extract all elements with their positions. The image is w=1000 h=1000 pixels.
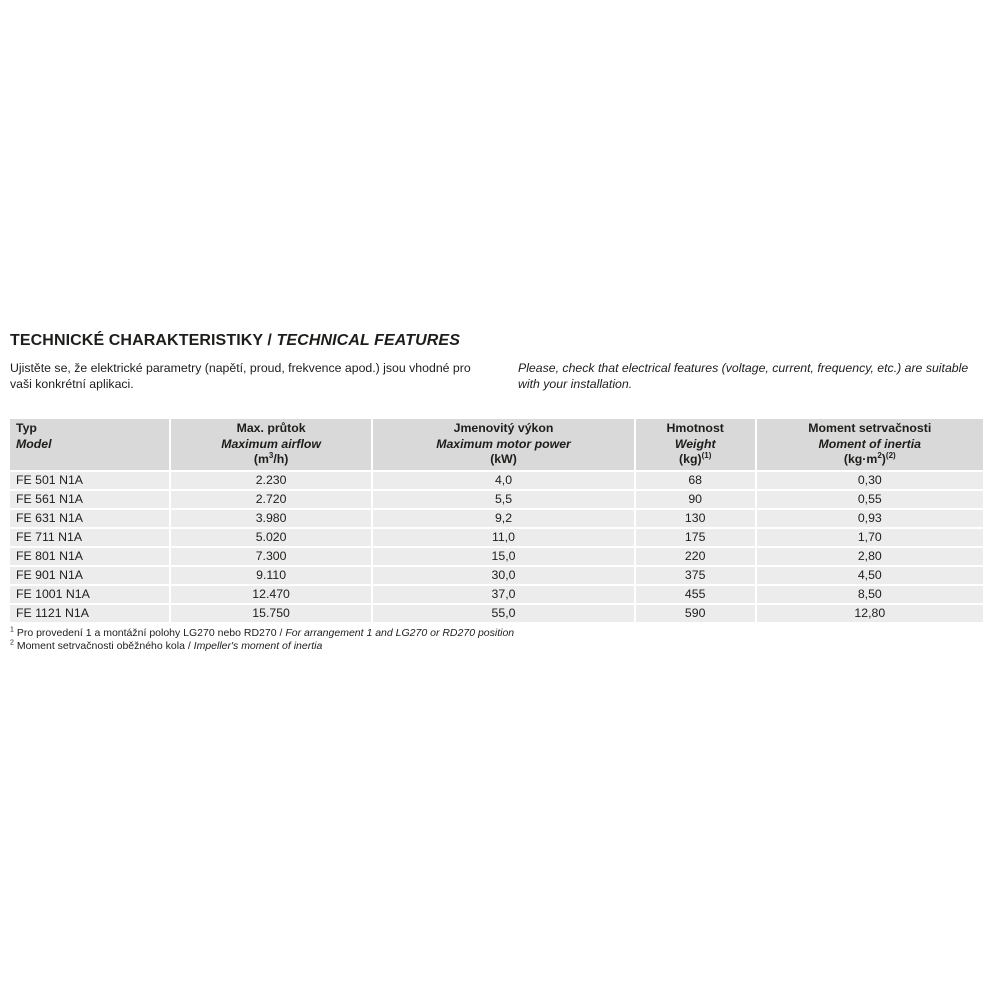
table-row — [10, 510, 983, 527]
cell-airflow: 2.720 — [171, 491, 371, 508]
unit-end: ) — [881, 452, 886, 466]
footnote-cz: Pro provedení 1 a montážní polohy LG270 nebo RD270 / — [13, 626, 286, 639]
footnote-marker: 1 — [10, 626, 14, 633]
technical-features-section — [10, 331, 985, 653]
header-weight-unit — [640, 452, 751, 468]
table-row — [10, 586, 983, 603]
footnote-en: For arrangement 1 and LG270 or RD270 position — [285, 626, 515, 639]
cell-weight: 90 — [636, 491, 755, 508]
title-en: TECHNICAL FEATURES — [276, 332, 460, 349]
header-power-unit: (kW) — [490, 452, 517, 466]
header-airflow-unit — [175, 452, 367, 468]
header-inertia-en: Moment of inertia — [818, 436, 922, 451]
intro-en: Please, check that electrical features (voltage, current, frequency, etc.) are suitable with your installation. — [518, 361, 969, 391]
cell-power: 5,5 — [373, 491, 634, 508]
unit-part: (kg·m — [843, 452, 878, 466]
unit-part: (m — [253, 452, 269, 466]
unit-sup: (2) — [885, 450, 896, 460]
cell-power: 15,0 — [373, 548, 634, 565]
cell-inertia: 8,50 — [757, 586, 983, 603]
cell-power: 4,0 — [373, 472, 634, 489]
footnote-marker: 2 — [10, 639, 14, 646]
unit-sup: 2 — [877, 450, 882, 460]
cell-inertia: 0,30 — [757, 472, 983, 489]
table-row — [10, 567, 983, 584]
cell-power: 11,0 — [373, 529, 634, 546]
cell-airflow: 12.470 — [171, 586, 371, 603]
cell-weight: 220 — [636, 548, 755, 565]
cell-inertia: 4,50 — [757, 567, 983, 584]
header-power-en: Maximum motor power — [436, 436, 571, 451]
cell-airflow: 3.980 — [171, 510, 371, 527]
cell-model: FE 561 N1A — [10, 491, 169, 508]
header-inertia-unit — [761, 452, 979, 468]
cell-model: FE 501 N1A — [10, 472, 169, 489]
header-power — [373, 419, 634, 470]
cell-power: 55,0 — [373, 605, 634, 622]
unit-sup: 3 — [268, 450, 274, 460]
header-weight-en: Weight — [674, 436, 716, 451]
unit-part: (kg) — [679, 452, 702, 466]
header-airflow-en: Maximum airflow — [221, 436, 321, 451]
header-airflow — [171, 419, 371, 470]
cell-weight: 590 — [636, 605, 755, 622]
header-inertia-cz: Moment setrvačnosti — [808, 421, 932, 435]
cell-model: FE 801 N1A — [10, 548, 169, 565]
cell-inertia: 0,55 — [757, 491, 983, 508]
cell-weight: 455 — [636, 586, 755, 603]
cell-inertia: 1,70 — [757, 529, 983, 546]
footnote-cz: Moment setrvačnosti oběžného kola / — [13, 639, 194, 652]
footnote-en: Impeller's moment of inertia — [193, 639, 323, 652]
cell-power: 9,2 — [373, 510, 634, 527]
cell-weight: 175 — [636, 529, 755, 546]
footnote-1 — [10, 627, 985, 640]
cell-airflow: 7.300 — [171, 548, 371, 565]
table-row — [10, 529, 983, 546]
table-row — [10, 605, 983, 622]
cell-inertia: 0,93 — [757, 510, 983, 527]
table-header-row — [10, 419, 983, 470]
section-title — [10, 331, 985, 351]
spec-table — [8, 417, 985, 624]
footnotes — [10, 627, 985, 653]
cell-power: 30,0 — [373, 567, 634, 584]
cell-inertia: 12,80 — [757, 605, 983, 622]
cell-airflow: 9.110 — [171, 567, 371, 584]
cell-airflow: 15.750 — [171, 605, 371, 622]
header-model-cz: Typ — [16, 421, 37, 435]
cell-model: FE 711 N1A — [10, 529, 169, 546]
cell-model: FE 1121 N1A — [10, 605, 169, 622]
unit-end: /h) — [273, 452, 289, 466]
intro-cz: Ujistěte se, že elektrické parametry (napětí, proud, frekvence apod.) jsou vhodné pro vaši konkrétní aplikaci. — [10, 361, 471, 391]
cell-airflow: 5.020 — [171, 529, 371, 546]
cell-airflow: 2.230 — [171, 472, 371, 489]
cell-model: FE 631 N1A — [10, 510, 169, 527]
cell-power: 37,0 — [373, 586, 634, 603]
intro-text — [10, 360, 985, 400]
header-power-cz: Jmenovitý výkon — [453, 421, 554, 435]
header-airflow-cz: Max. průtok — [236, 421, 306, 435]
cell-model: FE 901 N1A — [10, 567, 169, 584]
header-weight-cz: Hmotnost — [666, 421, 724, 435]
cell-weight: 130 — [636, 510, 755, 527]
footnote-2 — [10, 640, 985, 653]
title-cz: TECHNICKÉ CHARAKTERISTIKY / — [10, 332, 277, 349]
table-row — [10, 491, 983, 508]
cell-weight: 375 — [636, 567, 755, 584]
cell-model: FE 1001 N1A — [10, 586, 169, 603]
unit-sup: (1) — [701, 450, 712, 460]
header-model — [10, 419, 169, 470]
table-row — [10, 548, 983, 565]
table-row — [10, 472, 983, 489]
header-inertia — [757, 419, 983, 470]
cell-inertia: 2,80 — [757, 548, 983, 565]
cell-weight: 68 — [636, 472, 755, 489]
header-model-en: Model — [16, 436, 52, 451]
header-weight — [636, 419, 755, 470]
